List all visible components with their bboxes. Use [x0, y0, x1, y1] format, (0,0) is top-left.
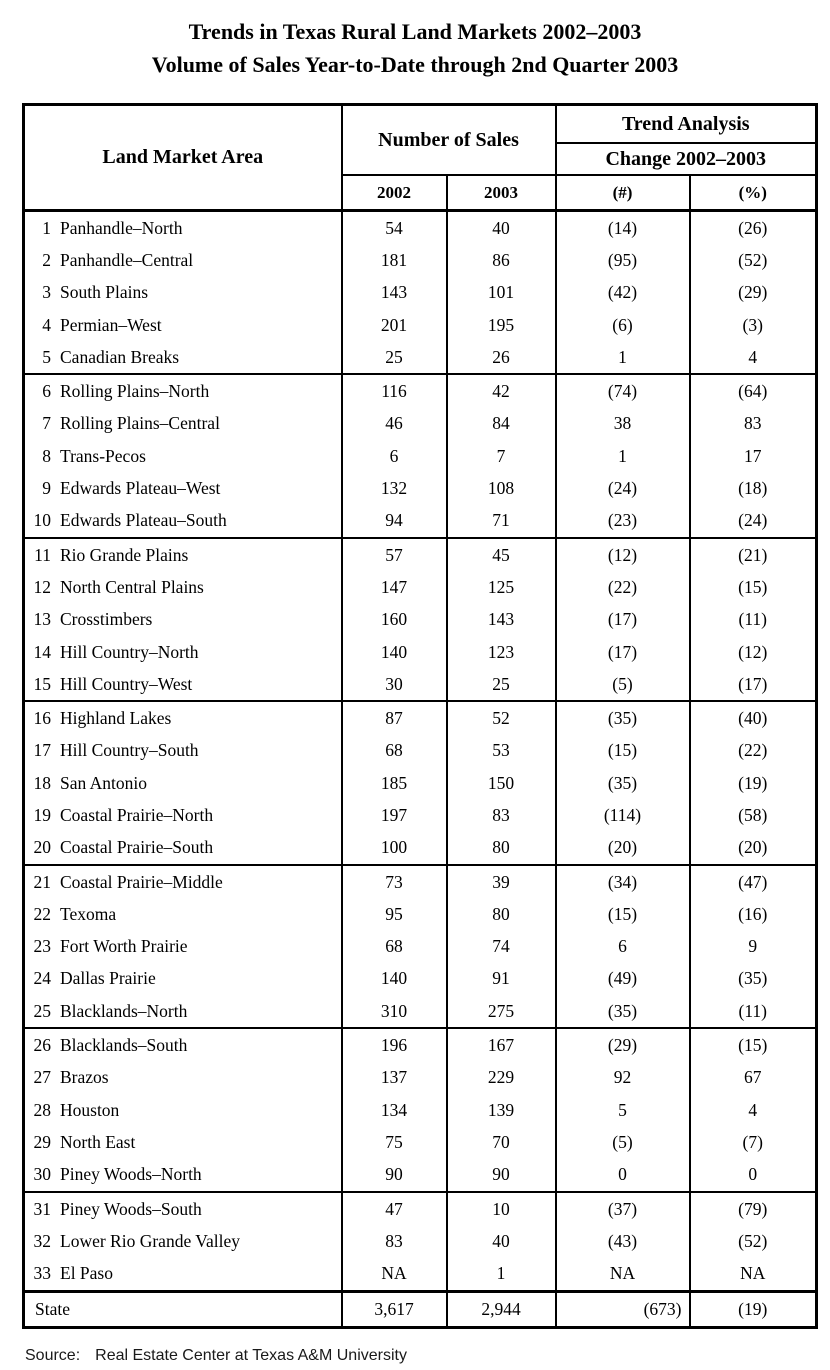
- land-markets-table: [22, 103, 818, 1329]
- change-percent-cell: (7): [690, 1126, 817, 1158]
- area-cell: [24, 1126, 342, 1158]
- sales-2002-cell: NA: [342, 1258, 447, 1292]
- sales-2002-cell: 116: [342, 374, 447, 407]
- change-percent-cell: (24): [690, 505, 817, 538]
- change-number-cell: (5): [556, 1126, 690, 1158]
- change-number-cell: NA: [556, 1258, 690, 1292]
- sales-2002-cell: 140: [342, 636, 447, 668]
- row-number: 24: [33, 968, 51, 989]
- table-row: [24, 701, 817, 734]
- table-row: [24, 1062, 817, 1094]
- area-cell: [24, 865, 342, 898]
- sales-2003-cell: 7: [447, 440, 556, 472]
- area-cell: [24, 931, 342, 963]
- area-name: San Antonio: [60, 772, 148, 793]
- row-number: 12: [33, 576, 51, 597]
- sales-2003-cell: 84: [447, 408, 556, 440]
- area-cell: [24, 538, 342, 571]
- sales-2002-cell: 47: [342, 1192, 447, 1225]
- table-row: [24, 995, 817, 1028]
- header-change-number: (#): [556, 175, 690, 211]
- source-text: Real Estate Center at Texas A&M University: [95, 1346, 407, 1364]
- area-cell: [24, 440, 342, 472]
- table-row: [24, 604, 817, 636]
- sales-2002-cell: 54: [342, 211, 447, 245]
- sales-2002-cell: 57: [342, 538, 447, 571]
- sales-2002-cell: 87: [342, 701, 447, 734]
- area-cell: [24, 963, 342, 995]
- area-name: Houston: [60, 1099, 120, 1120]
- area-name: Hill Country–West: [60, 673, 193, 694]
- change-number-cell: (114): [556, 799, 690, 831]
- change-number-cell: (49): [556, 963, 690, 995]
- area-name: Piney Woods–South: [60, 1198, 202, 1219]
- source-label: Source:: [25, 1346, 81, 1364]
- change-number-cell: (35): [556, 995, 690, 1028]
- row-number: 27: [33, 1067, 51, 1088]
- page-title-line2: Volume of Sales Year-to-Date through 2nd Quarter 2003: [151, 52, 679, 77]
- row-number: 16: [33, 708, 51, 729]
- row-number: 7: [42, 413, 51, 434]
- row-number: 30: [33, 1164, 51, 1185]
- area-cell: [24, 1062, 342, 1094]
- source-note: [25, 1347, 830, 1365]
- table-row: [24, 211, 817, 245]
- table-footer: [24, 1291, 817, 1327]
- row-number: 6: [42, 381, 51, 402]
- table-row: [24, 865, 817, 898]
- sales-2003-cell: 229: [447, 1062, 556, 1094]
- row-number: 26: [33, 1035, 51, 1056]
- change-percent-cell: (29): [690, 277, 817, 309]
- change-number-cell: (35): [556, 701, 690, 734]
- change-number-cell: 0: [556, 1159, 690, 1192]
- sales-2002-cell: 94: [342, 505, 447, 538]
- sales-2003-cell: 123: [447, 636, 556, 668]
- change-percent-cell: (40): [690, 701, 817, 734]
- change-number-cell: 1: [556, 341, 690, 374]
- sales-2002-cell: 147: [342, 571, 447, 603]
- area-name: Rio Grande Plains: [60, 544, 189, 565]
- area-name: Dallas Prairie: [60, 968, 156, 989]
- area-cell: [24, 341, 342, 374]
- sales-2003-cell: 42: [447, 374, 556, 407]
- sales-2003-cell: 52: [447, 701, 556, 734]
- area-name: Rolling Plains–Central: [60, 413, 220, 434]
- change-number-cell: (74): [556, 374, 690, 407]
- area-name: South Plains: [60, 282, 149, 303]
- state-change-number-cell: (673): [556, 1291, 690, 1327]
- row-number: 31: [33, 1198, 51, 1219]
- change-number-cell: (20): [556, 832, 690, 865]
- area-name: Trans-Pecos: [60, 445, 146, 466]
- sales-2003-cell: 71: [447, 505, 556, 538]
- area-name: Panhandle–North: [60, 217, 183, 238]
- table-row: [24, 440, 817, 472]
- area-cell: [24, 505, 342, 538]
- table-row: [24, 963, 817, 995]
- change-number-cell: 6: [556, 931, 690, 963]
- row-number: 29: [33, 1131, 51, 1152]
- table-row: [24, 1159, 817, 1192]
- row-number: 18: [33, 772, 51, 793]
- change-number-cell: (15): [556, 735, 690, 767]
- row-number: 10: [33, 510, 51, 531]
- table-row: [24, 309, 817, 341]
- row-number: 8: [42, 445, 51, 466]
- sales-2003-cell: 53: [447, 735, 556, 767]
- table-row: [24, 832, 817, 865]
- area-cell: [24, 1159, 342, 1192]
- sales-2003-cell: 45: [447, 538, 556, 571]
- table-row: [24, 1126, 817, 1158]
- change-number-cell: (22): [556, 571, 690, 603]
- table-row: [24, 767, 817, 799]
- row-number: 22: [33, 903, 51, 924]
- sales-2002-cell: 90: [342, 1159, 447, 1192]
- change-percent-cell: NA: [690, 1258, 817, 1292]
- header-row-1: [24, 105, 817, 144]
- sales-2003-cell: 90: [447, 1159, 556, 1192]
- table-row: [24, 931, 817, 963]
- area-name: Lower Rio Grande Valley: [60, 1230, 240, 1251]
- sales-2003-cell: 40: [447, 1225, 556, 1257]
- area-name: Coastal Prairie–North: [60, 804, 214, 825]
- sales-2002-cell: 160: [342, 604, 447, 636]
- state-total-row: [24, 1291, 817, 1327]
- page-title: [0, 0, 830, 81]
- row-number: 23: [33, 936, 51, 957]
- row-number: 15: [33, 673, 51, 694]
- row-number: 25: [33, 1000, 51, 1021]
- sales-2002-cell: 25: [342, 341, 447, 374]
- change-percent-cell: 0: [690, 1159, 817, 1192]
- sales-2003-cell: 39: [447, 865, 556, 898]
- sales-2002-cell: 197: [342, 799, 447, 831]
- page-title-line1: Trends in Texas Rural Land Markets 2002–2003: [188, 19, 642, 44]
- area-name: Blacklands–North: [60, 1000, 188, 1021]
- change-percent-cell: (18): [690, 472, 817, 504]
- sales-2003-cell: 70: [447, 1126, 556, 1158]
- change-number-cell: (6): [556, 309, 690, 341]
- table-row: [24, 472, 817, 504]
- sales-2003-cell: 10: [447, 1192, 556, 1225]
- area-cell: [24, 309, 342, 341]
- table-row: [24, 735, 817, 767]
- area-name: Edwards Plateau–West: [60, 478, 221, 499]
- sales-2003-cell: 26: [447, 341, 556, 374]
- change-number-cell: (34): [556, 865, 690, 898]
- sales-2003-cell: 125: [447, 571, 556, 603]
- table-row: [24, 571, 817, 603]
- sales-2002-cell: 73: [342, 865, 447, 898]
- area-name: North East: [60, 1131, 136, 1152]
- area-cell: [24, 1192, 342, 1225]
- area-cell: [24, 1028, 342, 1061]
- change-number-cell: (5): [556, 668, 690, 701]
- sales-2003-cell: 195: [447, 309, 556, 341]
- row-number: 9: [42, 478, 51, 499]
- table-row: [24, 1192, 817, 1225]
- area-cell: [24, 995, 342, 1028]
- change-percent-cell: 4: [690, 1094, 817, 1126]
- change-percent-cell: (11): [690, 604, 817, 636]
- area-cell: [24, 668, 342, 701]
- table-row: [24, 408, 817, 440]
- header-year-2002: 2002: [342, 175, 447, 211]
- change-number-cell: 92: [556, 1062, 690, 1094]
- row-number: 4: [42, 314, 51, 335]
- header-change-2002-2003: Change 2002–2003: [556, 143, 817, 175]
- change-number-cell: (23): [556, 505, 690, 538]
- change-percent-cell: (15): [690, 1028, 817, 1061]
- sales-2002-cell: 201: [342, 309, 447, 341]
- state-change-percent-cell: (19): [690, 1291, 817, 1327]
- state-label-cell: State: [24, 1291, 342, 1327]
- area-name: Crosstimbers: [60, 609, 153, 630]
- change-percent-cell: 4: [690, 341, 817, 374]
- table-row: [24, 799, 817, 831]
- table-header: [24, 105, 817, 211]
- sales-2002-cell: 185: [342, 767, 447, 799]
- table-row: [24, 538, 817, 571]
- area-name: Rolling Plains–North: [60, 381, 210, 402]
- change-percent-cell: 17: [690, 440, 817, 472]
- sales-2002-cell: 95: [342, 898, 447, 930]
- row-number: 13: [33, 609, 51, 630]
- table-row: [24, 668, 817, 701]
- change-number-cell: (17): [556, 604, 690, 636]
- area-name: Canadian Breaks: [60, 346, 180, 367]
- sales-2003-cell: 80: [447, 898, 556, 930]
- sales-2002-cell: 196: [342, 1028, 447, 1061]
- header-number-of-sales: Number of Sales: [342, 105, 556, 176]
- area-cell: [24, 1094, 342, 1126]
- change-number-cell: (95): [556, 244, 690, 276]
- table-body: [24, 211, 817, 1292]
- area-cell: [24, 701, 342, 734]
- area-name: Coastal Prairie–South: [60, 837, 214, 858]
- sales-2003-cell: 275: [447, 995, 556, 1028]
- header-change-percent: (%): [690, 175, 817, 211]
- row-number: 17: [33, 740, 51, 761]
- area-cell: [24, 211, 342, 245]
- area-name: Hill Country–North: [60, 641, 199, 662]
- table-row: [24, 1225, 817, 1257]
- row-number: 11: [34, 544, 51, 565]
- row-number: 19: [33, 804, 51, 825]
- sales-2003-cell: 139: [447, 1094, 556, 1126]
- change-number-cell: (12): [556, 538, 690, 571]
- change-percent-cell: (3): [690, 309, 817, 341]
- row-number: 14: [33, 641, 51, 662]
- change-percent-cell: (79): [690, 1192, 817, 1225]
- change-number-cell: (37): [556, 1192, 690, 1225]
- area-name: Edwards Plateau–South: [60, 510, 227, 531]
- area-cell: [24, 636, 342, 668]
- change-percent-cell: (17): [690, 668, 817, 701]
- sales-2003-cell: 143: [447, 604, 556, 636]
- change-number-cell: (15): [556, 898, 690, 930]
- sales-2002-cell: 100: [342, 832, 447, 865]
- change-percent-cell: (58): [690, 799, 817, 831]
- sales-2003-cell: 167: [447, 1028, 556, 1061]
- row-number: 33: [33, 1263, 51, 1284]
- header-land-market-area: Land Market Area: [24, 105, 342, 211]
- change-percent-cell: 67: [690, 1062, 817, 1094]
- change-percent-cell: (35): [690, 963, 817, 995]
- area-cell: [24, 898, 342, 930]
- change-percent-cell: (64): [690, 374, 817, 407]
- area-cell: [24, 735, 342, 767]
- sales-2003-cell: 1: [447, 1258, 556, 1292]
- area-name: Brazos: [60, 1067, 109, 1088]
- row-number: 5: [42, 346, 51, 367]
- area-name: Permian–West: [60, 314, 162, 335]
- change-number-cell: (42): [556, 277, 690, 309]
- change-percent-cell: (22): [690, 735, 817, 767]
- change-number-cell: (17): [556, 636, 690, 668]
- area-cell: [24, 277, 342, 309]
- sales-2003-cell: 108: [447, 472, 556, 504]
- area-name: Panhandle–Central: [60, 249, 194, 270]
- area-cell: [24, 408, 342, 440]
- row-number: 3: [42, 282, 51, 303]
- area-name: Piney Woods–North: [60, 1164, 202, 1185]
- area-name: El Paso: [60, 1263, 113, 1284]
- change-number-cell: 5: [556, 1094, 690, 1126]
- table-row: [24, 898, 817, 930]
- area-cell: [24, 571, 342, 603]
- sales-2002-cell: 137: [342, 1062, 447, 1094]
- state-sales-2002-cell: 3,617: [342, 1291, 447, 1327]
- table-row: [24, 341, 817, 374]
- sales-2003-cell: 40: [447, 211, 556, 245]
- row-number: 2: [42, 249, 51, 270]
- area-cell: [24, 767, 342, 799]
- sales-2003-cell: 74: [447, 931, 556, 963]
- row-number: 21: [33, 871, 51, 892]
- sales-2003-cell: 25: [447, 668, 556, 701]
- change-percent-cell: (11): [690, 995, 817, 1028]
- sales-2002-cell: 46: [342, 408, 447, 440]
- area-name: Fort Worth Prairie: [60, 936, 188, 957]
- change-number-cell: (29): [556, 1028, 690, 1061]
- sales-2002-cell: 132: [342, 472, 447, 504]
- area-cell: [24, 604, 342, 636]
- change-percent-cell: (26): [690, 211, 817, 245]
- change-percent-cell: (19): [690, 767, 817, 799]
- sales-2002-cell: 134: [342, 1094, 447, 1126]
- change-number-cell: (14): [556, 211, 690, 245]
- area-name: Hill Country–South: [60, 740, 199, 761]
- sales-2003-cell: 80: [447, 832, 556, 865]
- area-cell: [24, 374, 342, 407]
- table-row: [24, 636, 817, 668]
- change-percent-cell: (52): [690, 1225, 817, 1257]
- row-number: 28: [33, 1099, 51, 1120]
- sales-2002-cell: 30: [342, 668, 447, 701]
- table-row: [24, 1258, 817, 1292]
- change-percent-cell: (12): [690, 636, 817, 668]
- change-percent-cell: (21): [690, 538, 817, 571]
- area-name: Blacklands–South: [60, 1035, 188, 1056]
- table-row: [24, 505, 817, 538]
- header-year-2003: 2003: [447, 175, 556, 211]
- change-number-cell: (35): [556, 767, 690, 799]
- sales-2002-cell: 140: [342, 963, 447, 995]
- area-name: North Central Plains: [60, 576, 204, 597]
- sales-2003-cell: 91: [447, 963, 556, 995]
- change-number-cell: 38: [556, 408, 690, 440]
- change-percent-cell: (47): [690, 865, 817, 898]
- change-percent-cell: (16): [690, 898, 817, 930]
- area-cell: [24, 1258, 342, 1292]
- table-row: [24, 1094, 817, 1126]
- change-number-cell: (24): [556, 472, 690, 504]
- sales-2002-cell: 6: [342, 440, 447, 472]
- change-number-cell: 1: [556, 440, 690, 472]
- area-cell: [24, 799, 342, 831]
- area-name: Texoma: [60, 903, 117, 924]
- change-percent-cell: (15): [690, 571, 817, 603]
- sales-2002-cell: 181: [342, 244, 447, 276]
- area-cell: [24, 832, 342, 865]
- area-cell: [24, 244, 342, 276]
- sales-2002-cell: 143: [342, 277, 447, 309]
- header-trend-analysis: Trend Analysis: [556, 105, 817, 144]
- sales-2003-cell: 101: [447, 277, 556, 309]
- table-row: [24, 1028, 817, 1061]
- table-row: [24, 277, 817, 309]
- sales-2002-cell: 83: [342, 1225, 447, 1257]
- sales-2003-cell: 83: [447, 799, 556, 831]
- row-number: 32: [33, 1230, 51, 1251]
- change-percent-cell: (52): [690, 244, 817, 276]
- sales-2002-cell: 75: [342, 1126, 447, 1158]
- area-cell: [24, 1225, 342, 1257]
- sales-2003-cell: 150: [447, 767, 556, 799]
- sales-2003-cell: 86: [447, 244, 556, 276]
- sales-2002-cell: 68: [342, 931, 447, 963]
- row-number: 1: [42, 217, 51, 238]
- sales-2002-cell: 310: [342, 995, 447, 1028]
- sales-2002-cell: 68: [342, 735, 447, 767]
- change-percent-cell: (20): [690, 832, 817, 865]
- row-number: 20: [33, 837, 51, 858]
- table-row: [24, 244, 817, 276]
- state-sales-2003-cell: 2,944: [447, 1291, 556, 1327]
- area-cell: [24, 472, 342, 504]
- change-percent-cell: 9: [690, 931, 817, 963]
- area-name: Highland Lakes: [60, 708, 172, 729]
- table-row: [24, 374, 817, 407]
- change-percent-cell: 83: [690, 408, 817, 440]
- change-number-cell: (43): [556, 1225, 690, 1257]
- area-name: Coastal Prairie–Middle: [60, 871, 223, 892]
